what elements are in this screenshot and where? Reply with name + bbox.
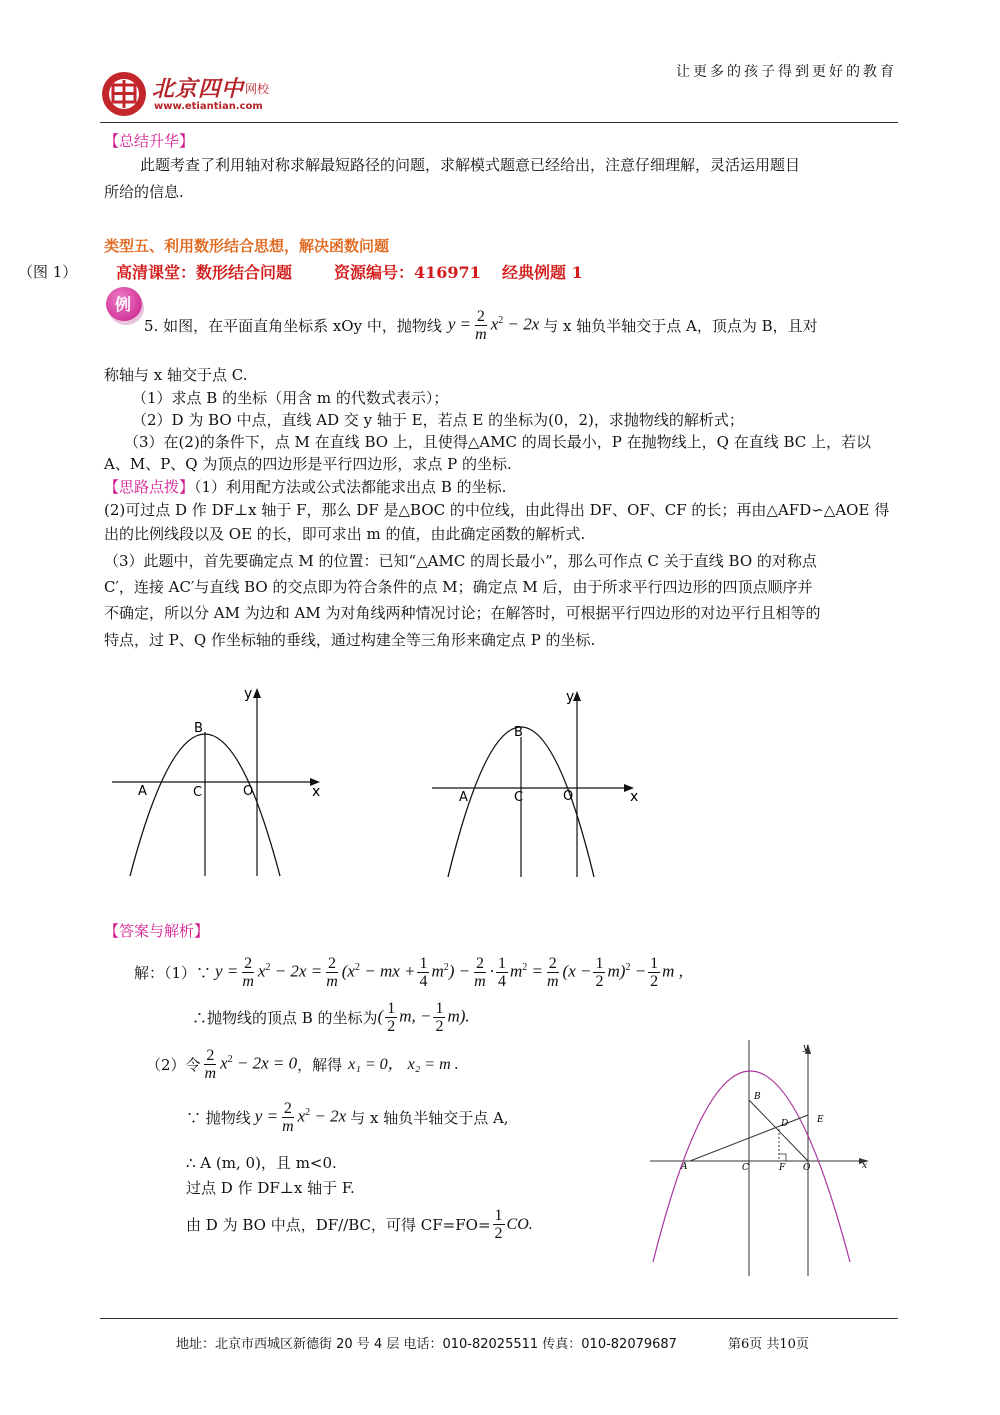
right-angle-mark (779, 1154, 786, 1161)
label-C: C (193, 785, 203, 800)
formula-half: $\frac{1}{2}$ (494, 1207, 503, 1242)
label-B: B (514, 725, 523, 740)
formula-parabola-repeat: y = $\frac{2}{m}$ $x^2 - 2x$ (254, 1100, 347, 1135)
question-1: （1）求点 B 的坐标（用含 m 的代数式表示）； (132, 389, 449, 407)
header-slogan: 让更多的孩子得到更好的教育 (676, 64, 897, 80)
graph-right (430, 685, 650, 880)
classic-example: 经典例题 1 (502, 263, 583, 282)
logo-emblem-icon (100, 70, 148, 118)
footer-page-number: 第6页 共10页 (728, 1337, 809, 1352)
label-A: A (681, 1162, 688, 1172)
solution-2-midpoint: 由 D 为 BO 中点，DF//BC，可得 CF=FO= $\frac{1}{2}$ CO. (186, 1207, 533, 1242)
solution-2-since: ∵ 抛物线 y = $\frac{2}{m}$ $x^2 - 2x$ 与 x 轴负半轴交于点 A, (186, 1100, 509, 1135)
parabola-formula: y = $\frac{2}{m}$ $x^2 - 2x$ (447, 308, 540, 343)
summary-tag: 【总结升华】 (104, 132, 195, 150)
section-title: 类型五、利用数形结合思想，解决函数问题 (104, 237, 390, 255)
logo-text-net: 网校 (245, 82, 270, 96)
hint-line-2: (2)可过点 D 作 DF⊥x 轴于 F，那么 DF 是△BOC 的中位线，由此得出 DF、OF、CF 的长；再由△AFD∽△AOE 得 (104, 501, 890, 519)
formula-equation: $\frac{2}{m}$ $x^2 - 2x = 0$ (204, 1047, 298, 1082)
summary-line-2: 所给的信息. (104, 183, 184, 201)
label-y: y (566, 689, 575, 705)
label-A: A (138, 784, 147, 799)
label-F: F (779, 1163, 786, 1173)
label-O: O (803, 1163, 811, 1173)
hint-line-6: 不确定，所以分 AM 为边和 AM 为对角线两种情况讨论；在解答时，可根据平行四边形的对边平行且相等的 (104, 604, 821, 622)
hint-line-5: C′，连接 AC′与直线 BO 的交点即为符合条件的点 M；确定点 M 后，由于所求平行四边形的四顶点顺序并 (104, 578, 813, 596)
label-B: B (194, 721, 203, 736)
resource-id: 资源编号：416971 (334, 263, 481, 282)
graph-left (100, 680, 340, 880)
graph-solution (645, 1040, 880, 1280)
problem-line-2: 称轴与 x 轴交于点 C. (104, 366, 248, 384)
label-D: D (781, 1119, 789, 1129)
label-x: x (862, 1161, 868, 1171)
logo (100, 70, 270, 120)
problem-intro: 5. 如图，在平面直角坐标系 xOy 中，抛物线 y = $\frac{2}{m}$ $x^2 - 2x$ 与 x 轴负半轴交于点 A，顶点为 B，且对 (144, 308, 818, 343)
course-title: 高清课堂：数形结合问题 (116, 263, 293, 282)
example-badge: 例 (106, 287, 142, 321)
logo-url: www.etiantian.com (154, 101, 263, 112)
roots: x₁ = 0， x₂ = m . (348, 1055, 459, 1073)
hint-line-3: 出的比例线段以及 OE 的长，即可求出 m 的值，由此确定函数的解析式. (104, 525, 586, 543)
solution-2-DF: 过点 D 作 DF⊥x 轴于 F. (186, 1179, 355, 1197)
hint-tag: 【思路点拨】 (104, 478, 195, 496)
label-B: B (754, 1092, 761, 1102)
figure-label: （图 1） (18, 263, 78, 281)
label-C: C (742, 1163, 749, 1173)
label-C: C (514, 790, 524, 805)
vertex-coordinates: ( $\frac{1}{2}$ m, − $\frac{1}{2}$ m). (377, 1000, 470, 1035)
label-y: y (244, 686, 253, 702)
label-O: O (563, 789, 574, 804)
solution-1: 解：（1）∵ y = $\frac{2}{m}$ $x^2 - 2x$ = $\frac{2}{m}$ ($x^2$ − mx + $\frac{1}{4}$ $m^2$) − $\frac{2}{m}$ · $\frac{1}{4}$ $m^2$ = $\frac{2}{m}$ (x − $\frac{1}{2}$ m)$^2$ − $\frac{1}{2}$ m , (134, 955, 683, 990)
logo-text-cn: 北京四中 (152, 76, 245, 102)
answer-tag: 【答案与解析】 (104, 922, 210, 940)
footer-address: 地址：北京市西城区新德街 20 号 4 层 电话：010-82025511 传真：010-82079687 (176, 1337, 677, 1352)
label-x: x (630, 789, 639, 805)
label-O: O (243, 784, 254, 799)
label-y: y (803, 1043, 809, 1053)
summary-line-1: 此题考查了利用轴对称求解最短路径的问题，求解模式题意已经给出，注意仔细理解，灵活运用题目 (140, 156, 801, 174)
question-2: （2）D 为 BO 中点，直线 AD 交 y 轴于 E，若点 E 的坐标为(0，2)，求抛物线的解析式； (132, 411, 744, 429)
hint-line-7: 特点，过 P、Q 作坐标轴的垂线，通过构建全等三角形来确定点 P 的坐标. (104, 631, 596, 649)
hint-line-4: （3）此题中，首先要确定点 M 的位置：已知“△AMC 的周长最小”，那么可作点 C 关于直线 BO 的对称点 (104, 552, 817, 570)
solution-2: （2）令 $\frac{2}{m}$ $x^2 - 2x = 0$ ，解得 x₁ = 0， x₂ = m . (146, 1047, 459, 1082)
question-3-line-1: （3）在(2)的条件下，点 M 在直线 BO 上，且使得△AMC 的周长最小，P 在抛物线上，Q 在直线 BC 上，若以 (124, 433, 872, 451)
solution-2-point-A: ∴ A (m, 0)，且 m<0. (186, 1154, 337, 1172)
header-rule (100, 122, 898, 123)
solution-1-vertex: ∴抛物线的顶点 B 的坐标为 ( $\frac{1}{2}$ m, − $\frac{1}{2}$ m). (192, 1000, 470, 1035)
y-axis-arrow (253, 688, 261, 698)
formula-vertex-form: y = $\frac{2}{m}$ $x^2 - 2x$ = $\frac{2}{m}$ ($x^2$ − mx + $\frac{1}{4}$ $m^2$) − $\frac{2}{m}$ · $\frac{1}{4}$ $m^2$ = $\frac{2}{m}$ (x − $\frac{1}{2}$ m)$^2$ − $\frac{1}{2}$ m , (215, 955, 683, 990)
hint-line-1: 【思路点拨】（1）利用配方法或公式法都能求出点 B 的坐标. (104, 478, 507, 496)
footer-rule (100, 1318, 898, 1319)
question-3-line-2: A、M、P、Q 为顶点的四边形是平行四边形，求点 P 的坐标. (104, 455, 512, 473)
label-E: E (817, 1115, 824, 1125)
label-A: A (459, 790, 468, 805)
label-x: x (312, 784, 321, 800)
